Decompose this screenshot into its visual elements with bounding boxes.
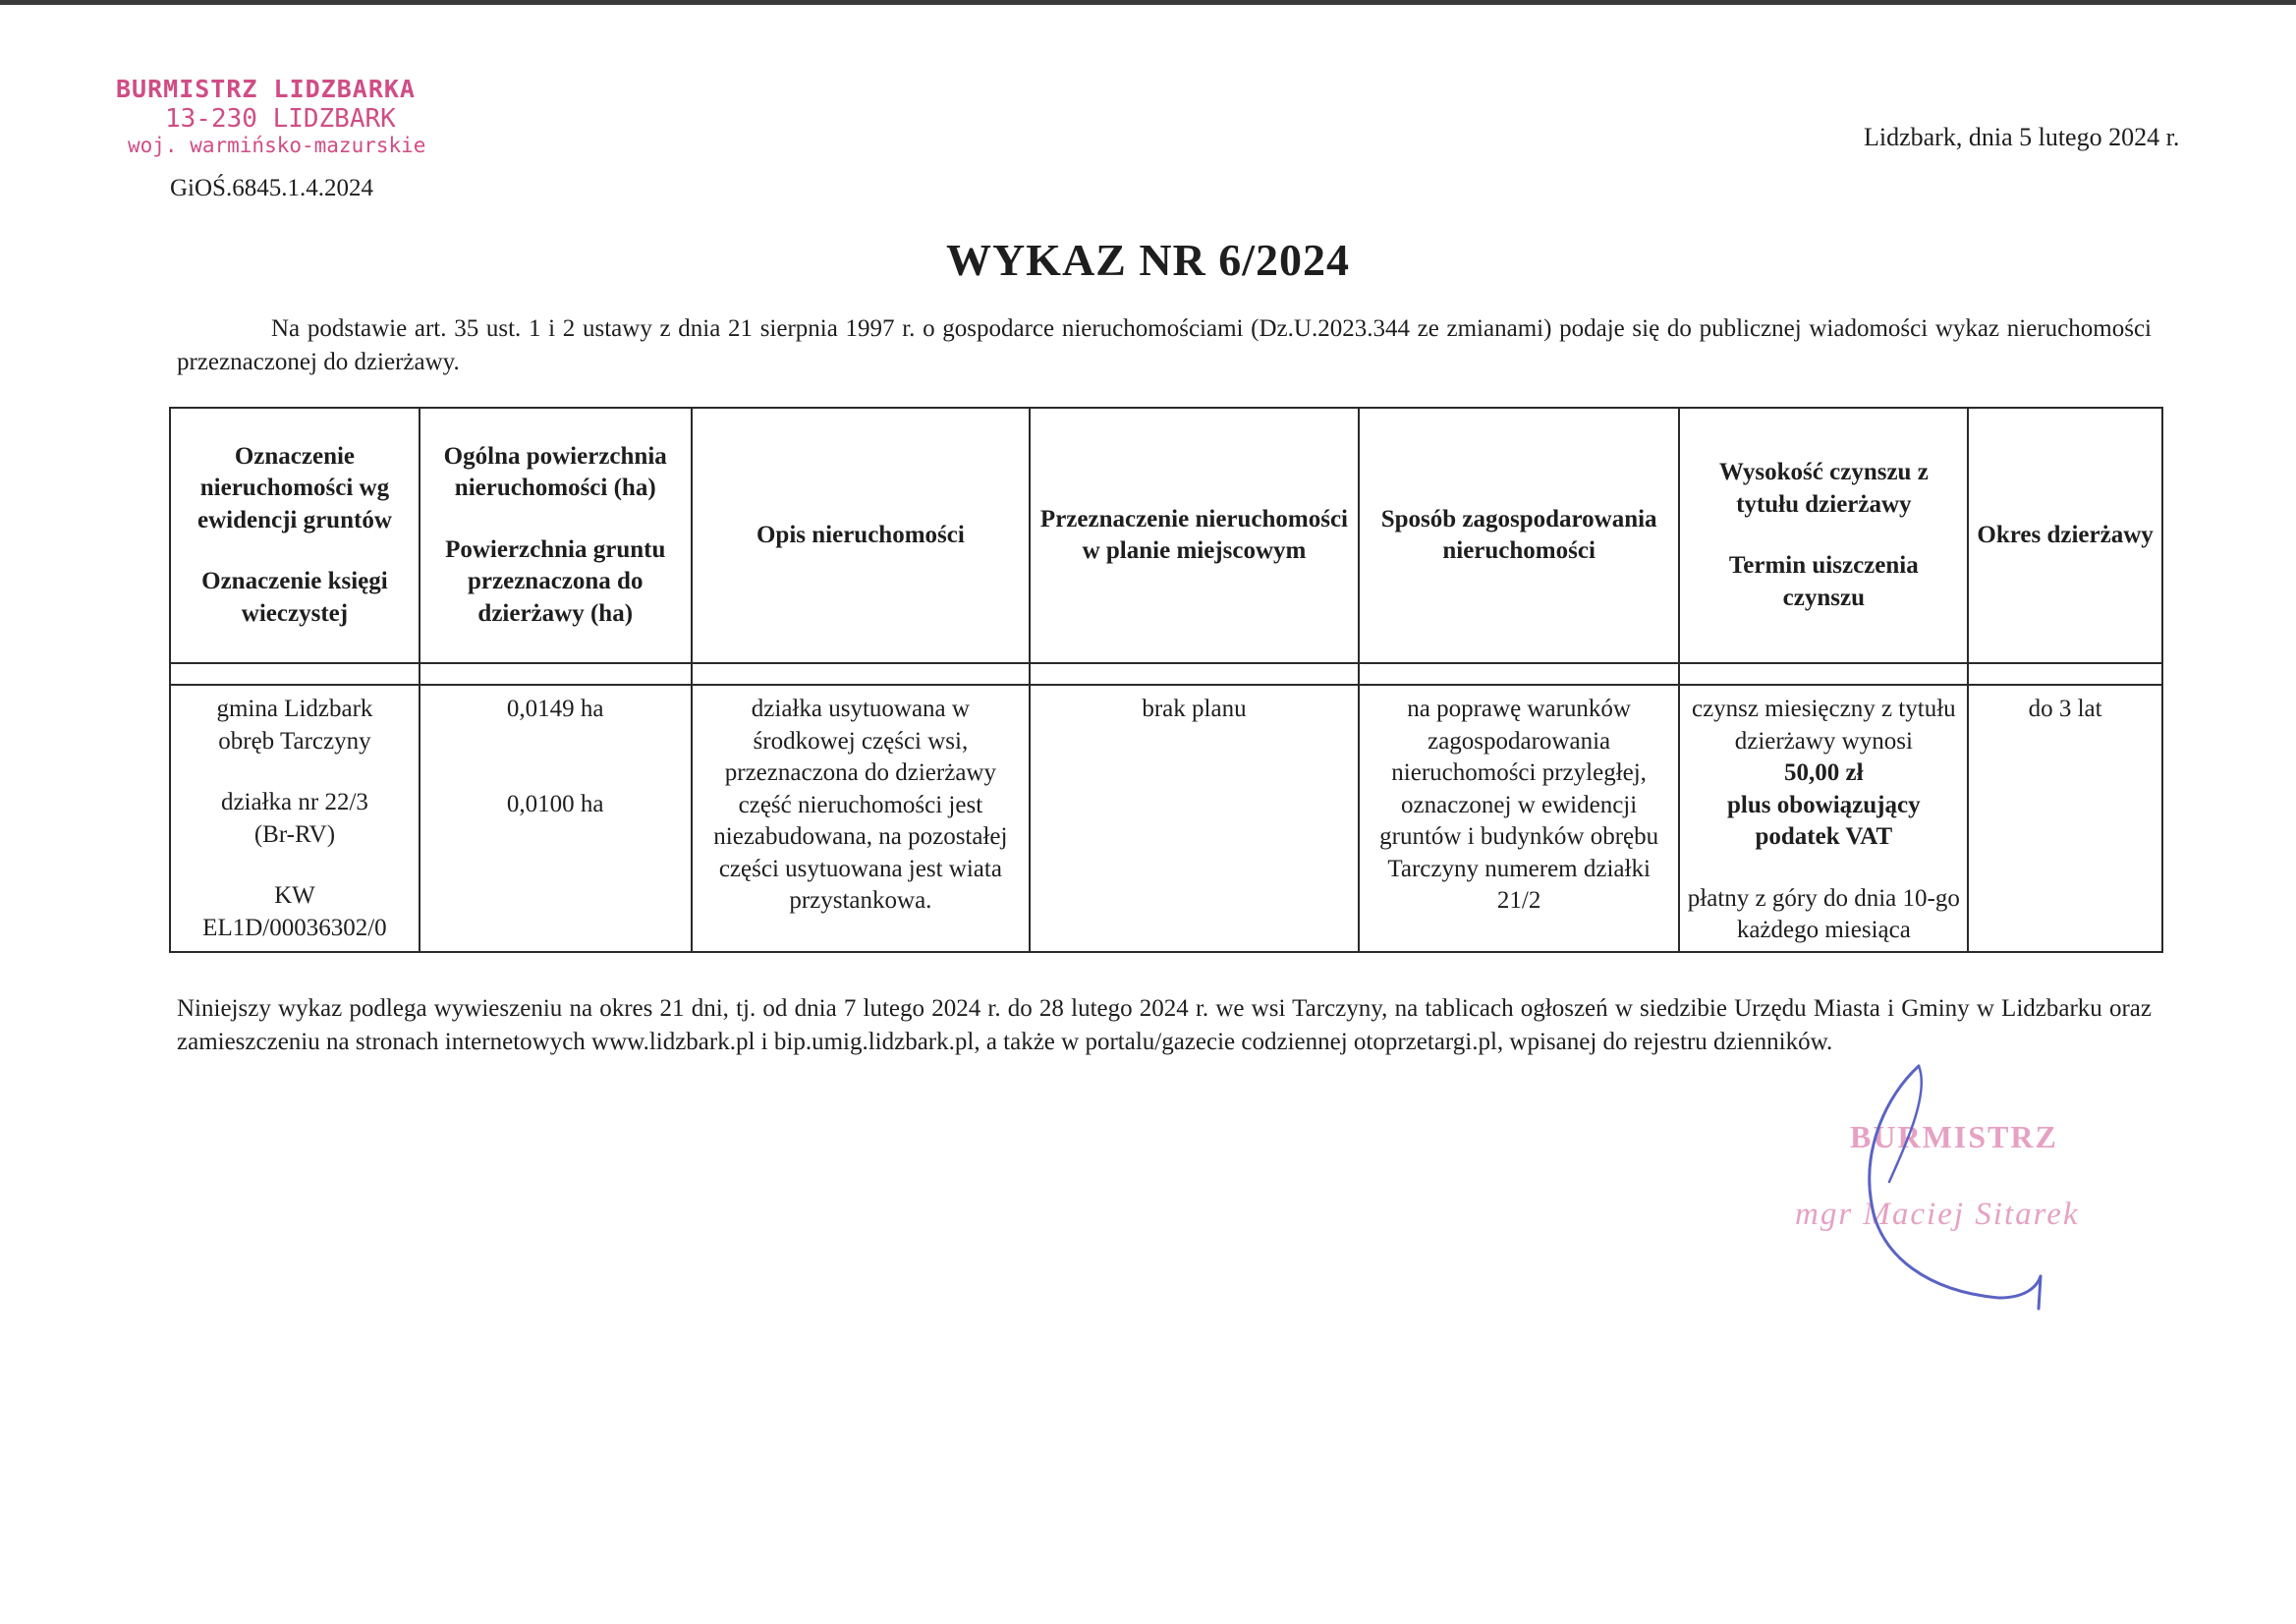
table-spacer-row <box>170 663 2162 685</box>
stamp-line-2: 13-230 LIDZBARK <box>165 103 396 134</box>
cell-land-designation: gmina Lidzbark obręb Tarczyny działka nr 22/3 (Br-RV) KW EL1D/00036302/0 <box>170 685 420 952</box>
signature-stamp-name: mgr Maciej Sitarek <box>1795 1197 2080 1232</box>
cell-area: 0,0149 ha 0,0100 ha <box>420 685 692 952</box>
place-date: Lidzbark, dnia 5 lutego 2024 r. <box>1864 123 2180 151</box>
stamp-line-3: woj. warmińsko-mazurskie <box>128 134 426 158</box>
table-row <box>170 685 2162 952</box>
header-area: Ogólna powierzchnia nieruchomości (ha) Powierzchnia gruntu przeznaczona do dzierżawy (ha) <box>420 408 692 663</box>
header-period: Okres dzierżawy <box>1968 408 2162 663</box>
office-stamp <box>116 75 425 158</box>
table-header-row <box>170 408 2162 663</box>
intro-paragraph: Na podstawie art. 35 ust. 1 i 2 ustawy z dnia 21 sierpnia 1997 r. o gospodarce nieruchomościami (Dz.U.2023.344 ze zmianami) podaje się do publicznej wiadomości wykaz nieruchomości przeznaczonej do dzierżawy. <box>177 315 2152 375</box>
header-description: Opis nieruchomości <box>692 408 1031 663</box>
cell-period: do 3 lat <box>1968 685 2162 952</box>
cell-purpose: na poprawę warunków zagospodarowania nieruchomości przyległej, oznaczonej w ewidencji gruntów i budynków obrębu Tarczyny numerem działki 21/2 <box>1359 685 1680 952</box>
signature-stamp-title: BURMISTRZ <box>1850 1119 2058 1154</box>
scan-top-edge <box>0 0 2296 5</box>
handwritten-signature-icon <box>1793 1056 2147 1331</box>
cell-rent: czynsz miesięczny z tytułu dzierżawy wynosi 50,00 zł plus obowiązujący podatek VAT płatny z góry do dnia 10-go każdego miesiąca <box>1679 685 1968 952</box>
cell-description: działka usytuowana w środkowej części wsi, przeznaczona do dzierżawy część nieruchomości jest niezabudowana, na pozostałej części usytuowana jest wiata przystankowa. <box>692 685 1031 952</box>
property-table <box>169 407 2163 953</box>
signature-block <box>1793 1056 2147 1331</box>
header-plan: Przeznaczenie nieruchomości w planie miejscowym <box>1030 408 1359 663</box>
header-land-designation: Oznaczenie nieruchomości wg ewidencji gruntów Oznaczenie księgi wieczystej <box>170 408 420 663</box>
document-title: WYKAZ NR 6/2024 <box>945 235 1351 285</box>
stamp-line-1: BURMISTRZ LIDZBARKA <box>116 75 416 103</box>
header-purpose: Sposób zagospodarowania nieruchomości <box>1359 408 1680 663</box>
case-number: GiOŚ.6845.1.4.2024 <box>170 175 373 201</box>
cell-plan: brak planu <box>1030 685 1359 952</box>
header-rent: Wysokość czynszu z tytułu dzierżawy Termin uiszczenia czynszu <box>1679 408 1968 663</box>
notice-paragraph: Niniejszy wykaz podlega wywieszeniu na okres 21 dni, tj. od dnia 7 lutego 2024 r. do 28 lutego 2024 r. we wsi Tarczyny, na tablicach ogłoszeń w siedzibie Urzędu Miasta i Gminy w Lidzbarku oraz zamieszczeniu na stronach internetowych www.lidzbark.pl i bip.umig.lidzbark.pl, a także w portalu/gazecie codziennej otoprzetargi.pl, wpisanej do rejestru dzienników. <box>177 995 2152 1055</box>
